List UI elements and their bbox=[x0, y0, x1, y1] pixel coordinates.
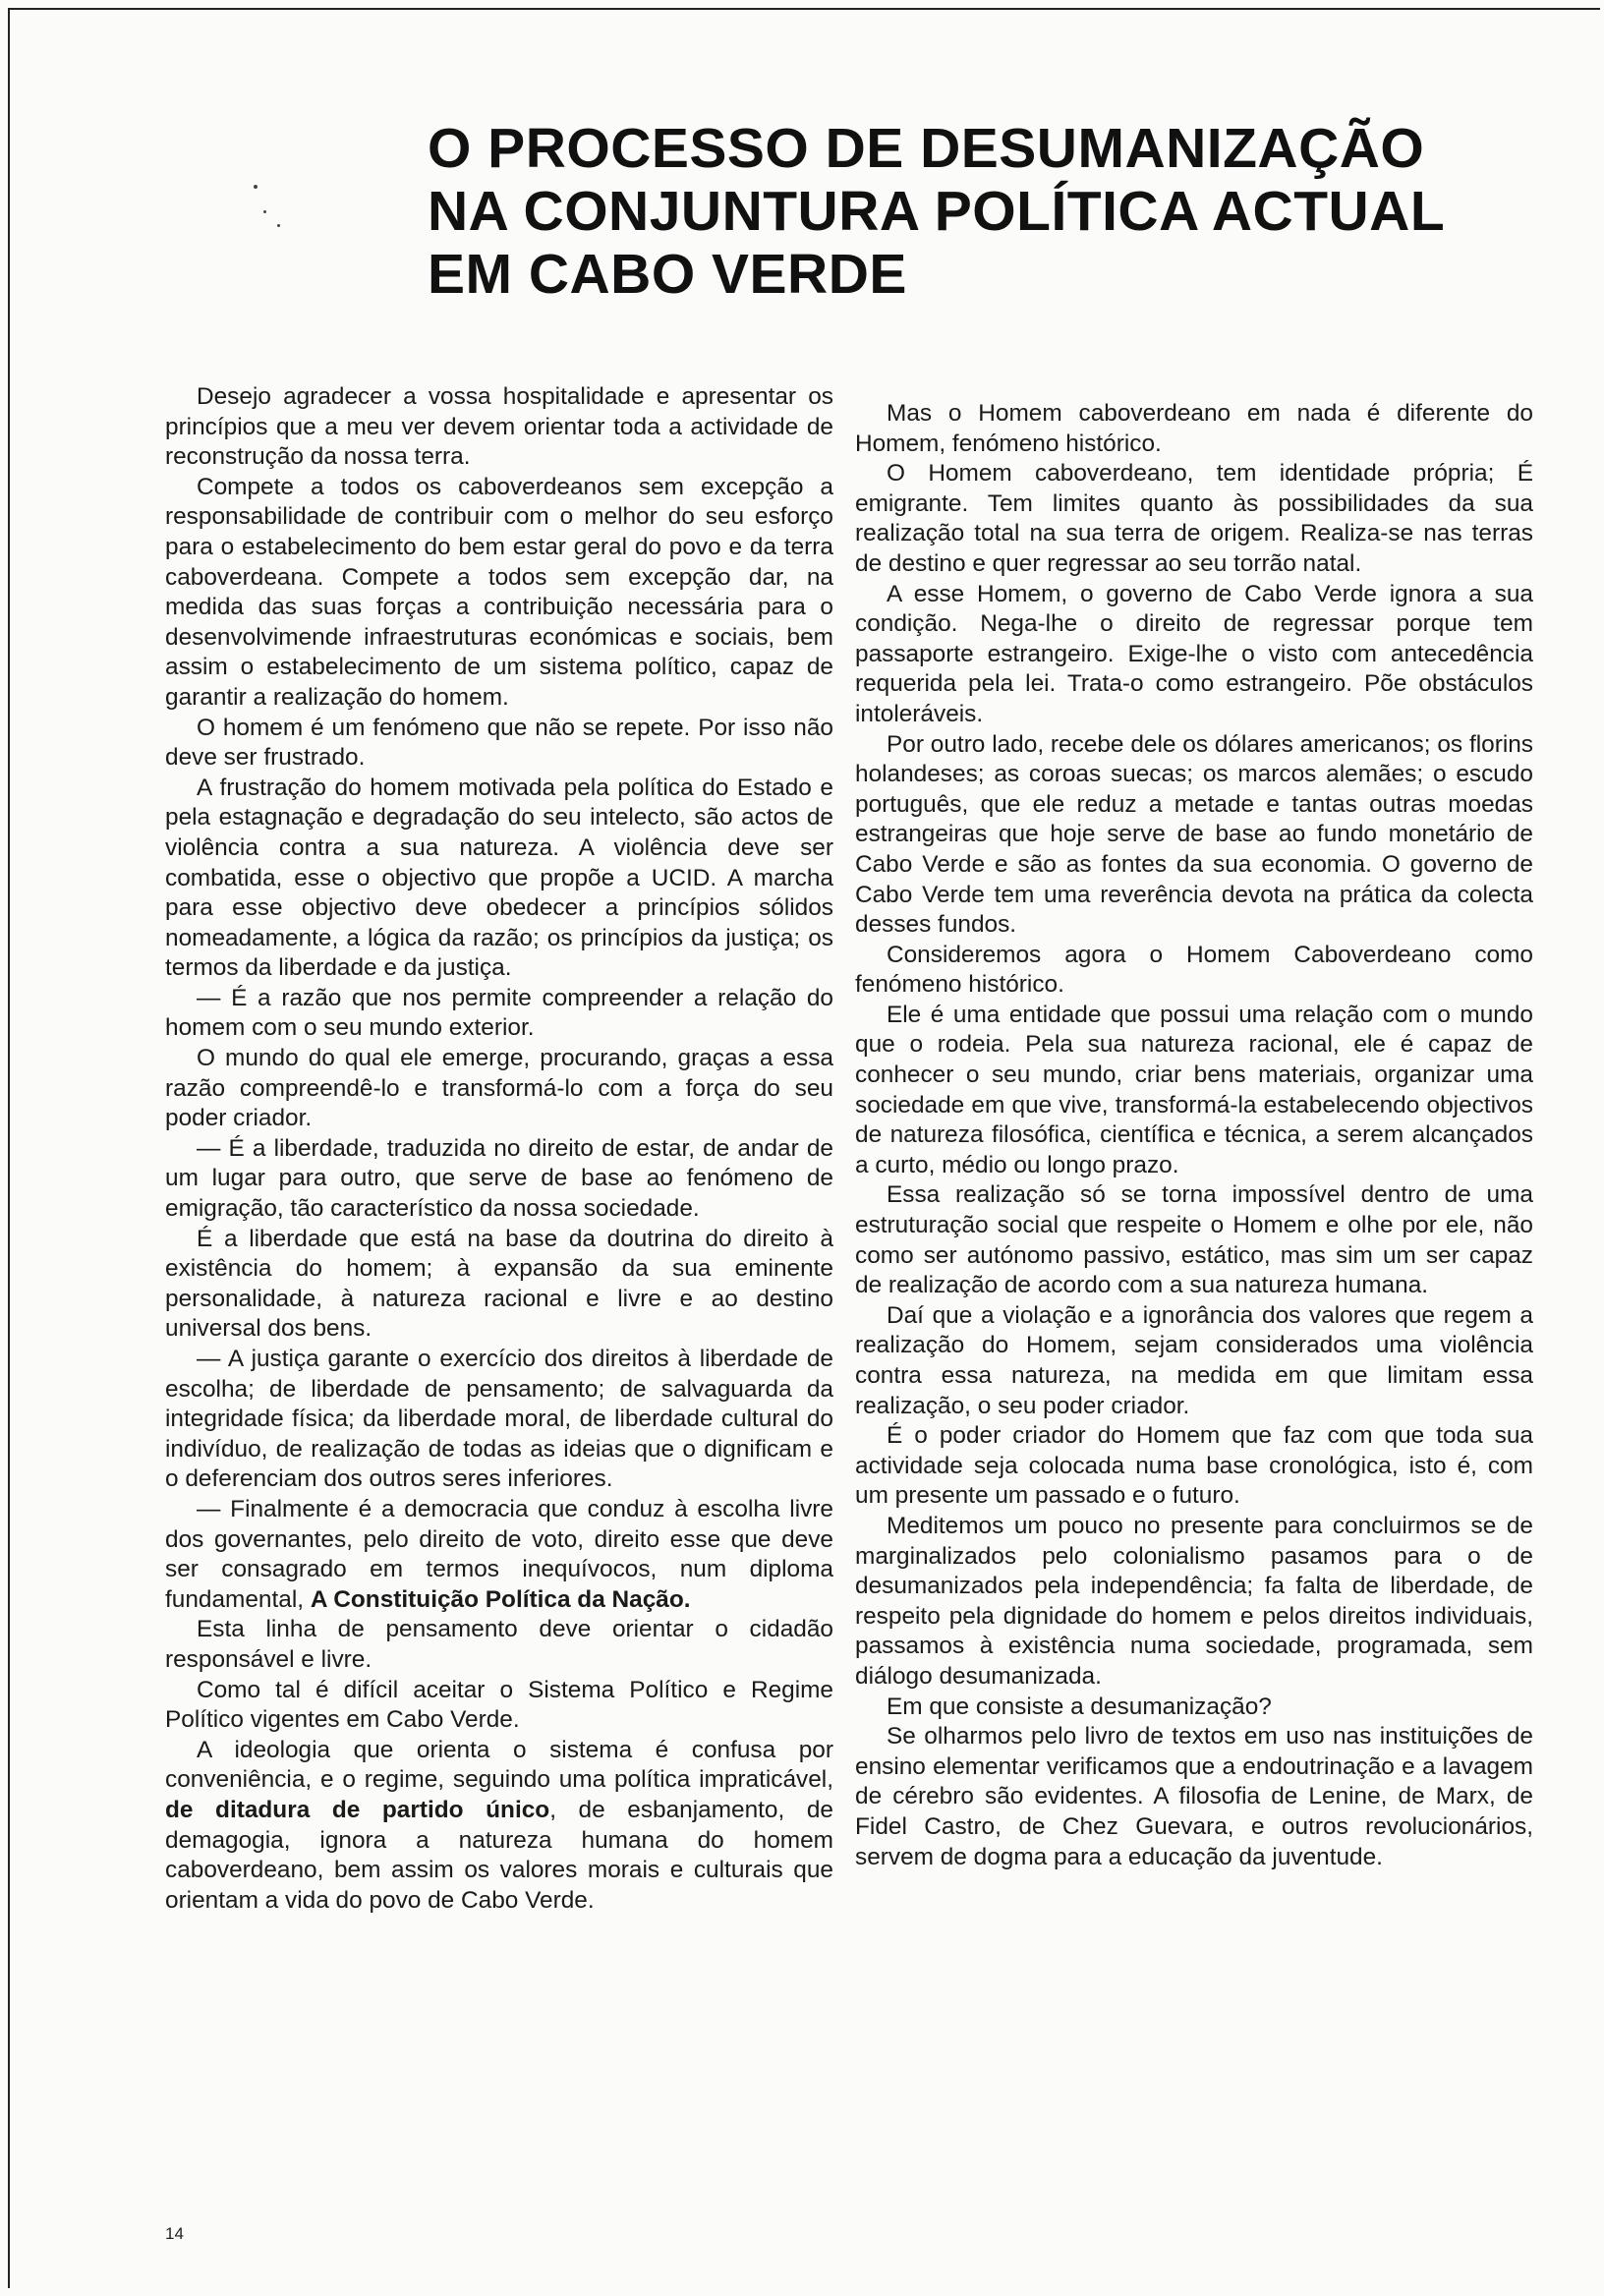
print-speck bbox=[254, 185, 258, 189]
paragraph: A esse Homem, o governo de Cabo Verde ignora a sua condição. Nega-lhe o direito de regressar porque tem passaporte estrangeiro. Exige-lhe o visto com antecedência requerida pela lei. Trata-o como estrangeiro. Põe obstáculos intoleráveis. bbox=[855, 580, 1533, 727]
paragraph bbox=[165, 1495, 833, 1615]
paragraph: Ele é uma entidade que possui uma relação com o mundo que o rodeia. Pela sua natureza racional, ele é capaz de conhecer o seu mundo, criar bens materiais, organizar uma sociedade em que vive, transformá-la estabelecendo objectivos de natureza filosófica, científica e técnica, a serem alcançados a curto, médio ou longo prazo. bbox=[855, 1001, 1533, 1178]
paragraph: O homem é um fenómeno que não se repete. Por isso não deve ser frustrado. bbox=[165, 714, 833, 772]
paragraph: Em que consiste a desumanização? bbox=[887, 1693, 1272, 1720]
paragraph: Meditemos um pouco no presente para concluirmos se de marginalizados pelo colonialismo pasamos para o de desumanizados pela independência; fa falta de liberdade, de respeito pela dignidade do homem e pelos direitos individuais, passamos à existência numa sociedade, programada, sem diálogo desumanizada. bbox=[855, 1512, 1533, 1690]
paragraph: É a liberdade que está na base da doutrina do direito à existência do homem; à expansão da sua eminente personalidade, à natureza racional e livre e ao destino universal dos bens. bbox=[165, 1225, 833, 1343]
paragraph: — É a razão que nos permite compreender a relação do homem com o seu mundo exterior. bbox=[165, 984, 833, 1042]
paragraph: O Homem caboverdeano, tem identidade própria; É emigrante. Tem limites quanto às possibilidades da sua realização total na sua terra de origem. Realiza-se nas terras de destino e quer regressar ao seu torrão natal. bbox=[855, 460, 1533, 577]
paragraph: Desejo agradecer a vossa hospitalidade e apresentar os princípios que a meu ver devem orientar toda a actividade de reconstrução da nossa terra. bbox=[165, 383, 833, 471]
right-column bbox=[855, 399, 1533, 1872]
text-run: — Finalmente é a democracia que conduz à escolha livre dos governantes, pelo direito de voto, direito esse que deve ser consagrado em termos inequívocos, num diploma fundamental, bbox=[165, 1495, 833, 1613]
paragraph: O mundo do qual ele emerge, procurando, graças a essa razão compreendê-lo e transformá-lo com a força do seu poder criador. bbox=[165, 1045, 833, 1132]
article-title bbox=[428, 117, 1446, 306]
text-run: , de esbanjamento, de demagogia, ignora a natureza humana do homem caboverdeano, bem assim os valores morais e culturais que orientam a vida do povo de Cabo Verde. bbox=[165, 1796, 833, 1914]
print-speck bbox=[277, 224, 280, 227]
page-border bbox=[8, 8, 10, 2288]
left-column bbox=[165, 382, 833, 1916]
paragraph: Compete a todos os caboverdeanos sem excepção a responsabilidade de contribuir com o melhor do seu esforço para o estabelecimento do bem estar geral do povo e da terra caboverdeana. Compete a todos sem excepção dar, na medida das suas forças a contribuição necessária para o desenvolvimende infraestruturas económicas e sociais, bem assim o estabelecimento de um sistema político, capaz de garantir a realização do homem. bbox=[165, 473, 833, 711]
paragraph: Por outro lado, recebe dele os dólares americanos; os florins holandeses; as coroas suecas; os marcos alemães; o escudo português, que ele reduz a metade e tantas outras moedas estrangeiras que hoje serve de base ao fundo monetário de Cabo Verde e são as fontes da sua economia. O governo de Cabo Verde tem uma reverência devota na prática da colecta desses fundos. bbox=[855, 730, 1533, 939]
paragraph bbox=[165, 1736, 833, 1917]
paragraph: — A justiça garante o exercício dos direitos à liberdade de escolha; de liberdade de pensamento; de salvaguarda da integridade física; da liberdade moral, de liberdade cultural do indivíduo, de realização de todas as ideias que o dignificam e o deferenciam dos outros seres inferiores. bbox=[165, 1346, 833, 1493]
title-line: EM CABO VERDE bbox=[428, 242, 907, 306]
text-run: A ideologia que orienta o sistema é confusa por conveniência, e o regime, seguindo uma política impraticável, bbox=[165, 1736, 833, 1794]
bold-text: de ditadura de partido único bbox=[165, 1796, 550, 1823]
title-line: O PROCESSO DE DESUMANIZAÇÃO bbox=[428, 117, 1425, 180]
paragraph: Mas o Homem caboverdeano em nada é diferente do Homem, fenómeno histórico. bbox=[855, 400, 1533, 457]
paragraph: Como tal é difícil aceitar o Sistema Político e Regime Político vigentes em Cabo Verde. bbox=[165, 1676, 833, 1734]
print-speck bbox=[263, 210, 266, 213]
paragraph: Daí que a violação e a ignorância dos valores que regem a realização do Homem, sejam considerados uma violência contra essa natureza, na medida em que limitam essa realização, o seu poder criador. bbox=[855, 1301, 1533, 1419]
paragraph: É o poder criador do Homem que faz com que toda sua actividade seja colocada numa base cronológica, isto é, com um presente um passado e o futuro. bbox=[855, 1422, 1533, 1510]
paragraph: A frustração do homem motivada pela política do Estado e pela estagnação e degradação do seu intelecto, são actos de violência contra a sua natureza. A violência deve ser combatida, esse o objectivo que propõe a UCID. A marcha para esse objectivo deve obedecer a princípios sólidos nomeadamente, a lógica da razão; os princípios da justiça; os termos da liberdade e da justiça. bbox=[165, 774, 833, 982]
page-border bbox=[8, 8, 1600, 10]
paragraph: — É a liberdade, traduzida no direito de estar, de andar de um lugar para outro, que serve de base ao fenómeno de emigração, tão característico da nossa sociedade. bbox=[165, 1134, 833, 1223]
paragraph: Esta linha de pensamento deve orientar o cidadão responsável e livre. bbox=[165, 1616, 833, 1673]
paragraph: Essa realização só se torna impossível dentro de uma estruturação social que respeite o Homem e olhe por ele, não como ser autónomo passivo, estático, mas sim um ser capaz de realização de acordo com a sua natureza humana. bbox=[855, 1181, 1533, 1299]
title-line: NA CONJUNTURA POLÍTICA ACTUAL bbox=[428, 179, 1446, 243]
bold-text: A Constituição Política da Nação. bbox=[310, 1585, 691, 1613]
paragraph: Se olharmos pelo livro de textos em uso nas instituições de ensino elementar verificamos que a endoutrinação e a lavagem de cérebro são evidentes. A filosofia de Lenine, de Marx, de Fidel Castro, de Chez Guevara, e outros revolucionários, servem de dogma para a educação da juventude. bbox=[855, 1723, 1533, 1870]
paragraph: Consideremos agora o Homem Caboverdeano como fenómeno histórico. bbox=[855, 941, 1533, 999]
page-number: 14 bbox=[165, 2224, 184, 2243]
